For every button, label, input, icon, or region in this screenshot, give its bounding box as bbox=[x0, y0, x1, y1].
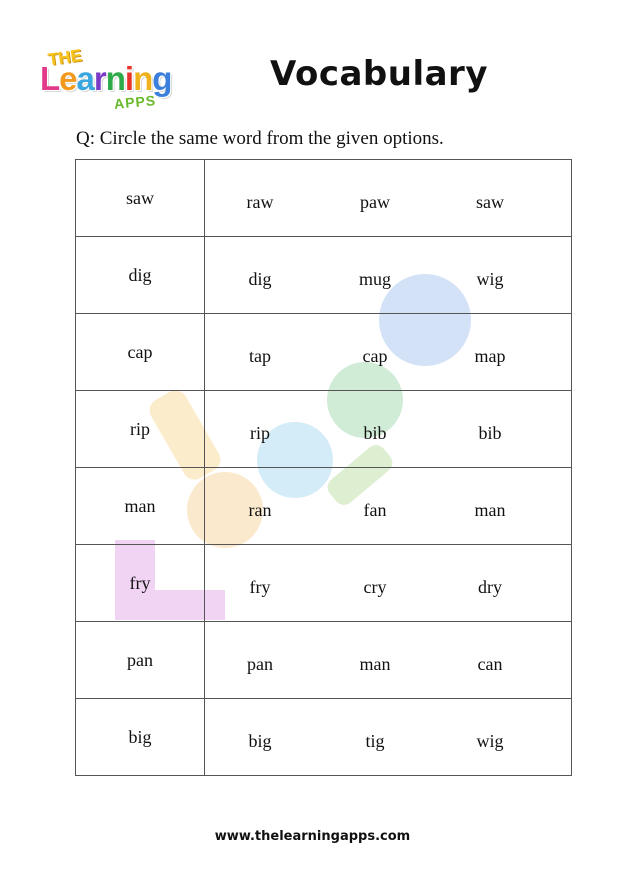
options-cell bbox=[205, 391, 572, 468]
option-word[interactable]: man bbox=[474, 500, 506, 520]
option-word[interactable]: pan bbox=[247, 654, 273, 674]
option-word[interactable]: big bbox=[248, 731, 272, 751]
given-word: saw bbox=[126, 188, 154, 208]
logo-letter: a bbox=[76, 60, 94, 97]
given-word: man bbox=[124, 496, 156, 516]
given-word: fry bbox=[129, 573, 151, 593]
options-cell bbox=[205, 237, 572, 314]
given-word-cell bbox=[76, 237, 205, 314]
option-word[interactable]: fan bbox=[363, 500, 387, 520]
option-word[interactable]: rip bbox=[250, 423, 270, 443]
logo-apps-text: APPS bbox=[113, 92, 157, 112]
logo-letter: n bbox=[105, 60, 125, 97]
option-word[interactable]: saw bbox=[476, 192, 504, 212]
table-row bbox=[76, 391, 572, 468]
option-word[interactable]: ran bbox=[248, 500, 272, 520]
brand-logo bbox=[36, 45, 186, 116]
option-word[interactable]: cap bbox=[362, 346, 388, 366]
logo-letter: L bbox=[40, 60, 60, 97]
logo-the-text: THE bbox=[46, 45, 84, 70]
options-cell bbox=[205, 468, 572, 545]
given-word: cap bbox=[127, 342, 153, 362]
option-word[interactable]: wig bbox=[476, 731, 504, 751]
option-word[interactable]: dry bbox=[478, 577, 502, 597]
table-row bbox=[76, 545, 572, 622]
given-word-cell bbox=[76, 545, 205, 622]
given-word: big bbox=[128, 727, 152, 747]
page-title: Vocabulary bbox=[270, 54, 488, 94]
options-cell bbox=[205, 160, 572, 237]
logo-letter: e bbox=[59, 60, 77, 97]
given-word-cell bbox=[76, 699, 205, 776]
given-word-cell bbox=[76, 160, 205, 237]
option-word[interactable]: mug bbox=[358, 269, 391, 289]
given-word: dig bbox=[128, 265, 152, 285]
footer-url: www.thelearningapps.com bbox=[214, 829, 411, 844]
options-cell bbox=[205, 622, 572, 699]
given-word: rip bbox=[130, 419, 150, 439]
options-cell bbox=[205, 314, 572, 391]
given-word-cell bbox=[76, 314, 205, 391]
table-row bbox=[76, 622, 572, 699]
logo-letter: r bbox=[93, 60, 106, 97]
option-word[interactable]: tap bbox=[249, 346, 271, 366]
option-word[interactable]: bib bbox=[478, 423, 502, 443]
logo-letter: g bbox=[152, 60, 172, 97]
table-row bbox=[76, 237, 572, 314]
vocabulary-table bbox=[75, 159, 572, 776]
given-word-cell bbox=[76, 622, 205, 699]
option-word[interactable]: raw bbox=[246, 192, 274, 212]
option-word[interactable]: wig bbox=[476, 269, 504, 289]
options-cell bbox=[205, 545, 572, 622]
logo-letter: n bbox=[133, 60, 153, 97]
given-word: pan bbox=[127, 650, 153, 670]
option-word[interactable]: fry bbox=[249, 577, 271, 597]
options-cell bbox=[205, 699, 572, 776]
table-row bbox=[76, 468, 572, 545]
given-word-cell bbox=[76, 468, 205, 545]
option-word[interactable]: paw bbox=[360, 192, 390, 212]
logo-letter: i bbox=[124, 60, 134, 97]
option-word[interactable]: bib bbox=[363, 423, 387, 443]
table-row bbox=[76, 699, 572, 776]
question-text: Q: Circle the same word from the given options. bbox=[76, 128, 444, 149]
option-word[interactable]: man bbox=[359, 654, 391, 674]
table-row bbox=[76, 160, 572, 237]
given-word-cell bbox=[76, 391, 205, 468]
option-word[interactable]: map bbox=[474, 346, 506, 366]
option-word[interactable]: dig bbox=[248, 269, 272, 289]
table-row bbox=[76, 314, 572, 391]
option-word[interactable]: cry bbox=[363, 577, 387, 597]
option-word[interactable]: tig bbox=[365, 731, 385, 751]
option-word[interactable]: can bbox=[477, 654, 503, 674]
